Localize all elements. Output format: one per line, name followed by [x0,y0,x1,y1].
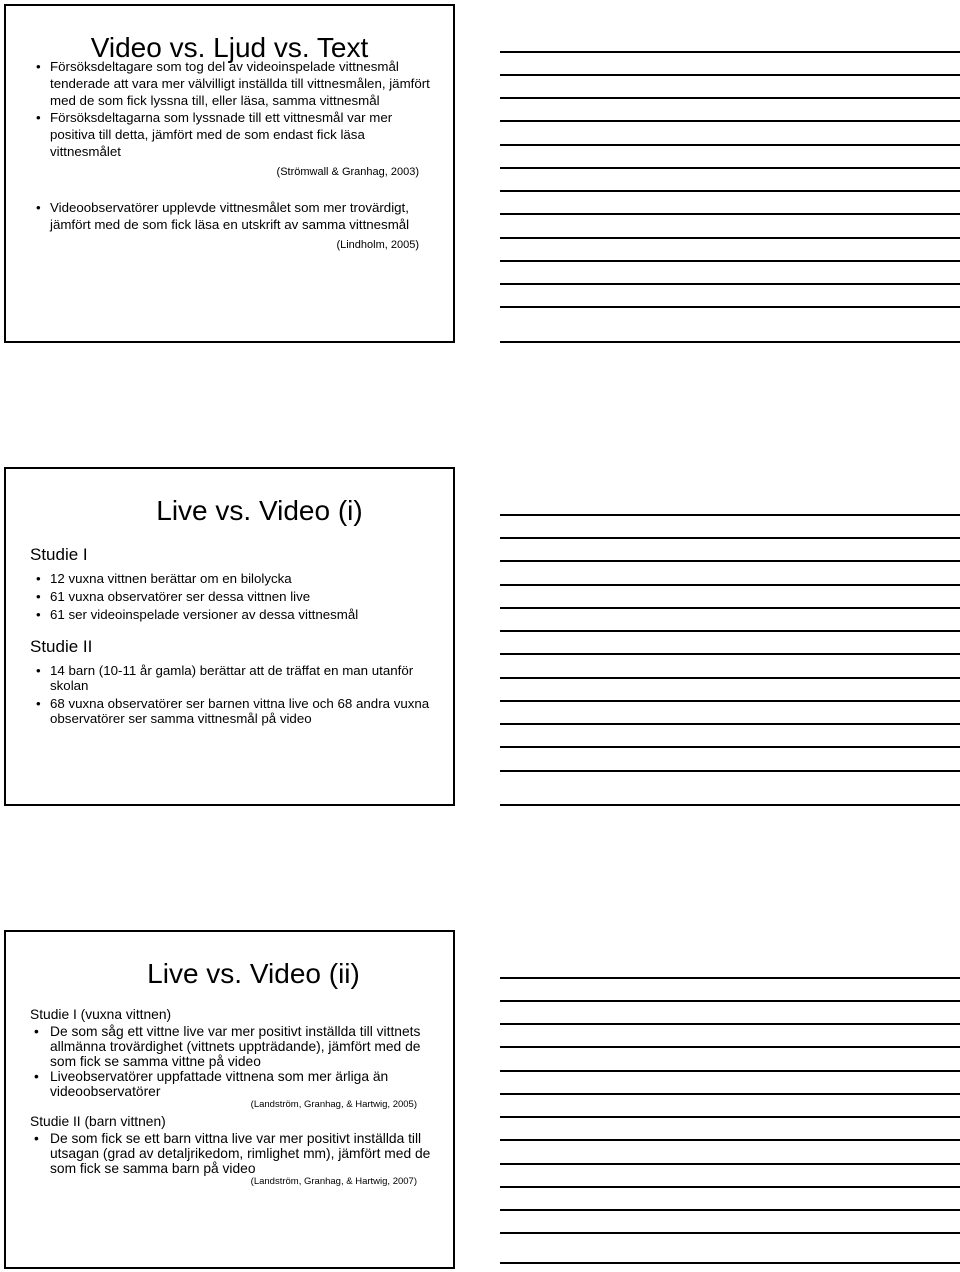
note-line [500,120,960,122]
citation: (Strömwall & Granhag, 2003) [276,166,419,178]
bullet-text: Liveobservatörer uppfattade vittnena som mer ärliga än videoobservatörer [50,1069,389,1099]
bullet-icon: • [34,1069,39,1084]
note-line [500,237,960,239]
slide-content [30,1006,439,1188]
bullet-item [30,109,439,160]
bullet-item [30,1131,439,1176]
bullet-text: De som såg ett vittne live var mer positivt inställda till vittnets allmänna trovärdighet (vittnets uppträdande), jämfört med de som fick se samma vittne på video [50,1024,421,1069]
note-line [500,1000,960,1002]
note-line [500,584,960,586]
note-line [500,804,960,806]
note-line [500,723,960,725]
bullet-list [30,1024,439,1099]
slide-2 [4,467,455,806]
note-line [500,1163,960,1165]
note-line [500,144,960,146]
note-line [500,770,960,772]
study-heading: Studie I [30,545,88,564]
note-line [500,1139,960,1141]
bullet-item [30,58,439,109]
bullet-icon: • [36,571,41,586]
slide-3 [4,930,455,1269]
note-line [500,514,960,516]
bullet-text: Videoobservatörer upplevde vittnesmålet som mer trovärdigt, jämfört med de som fick läsa en utskrift av samma vittnesmål [50,200,410,232]
note-line [500,190,960,192]
note-line [500,537,960,539]
note-line [500,746,960,748]
note-line [500,1262,960,1264]
citation: (Landström, Granhag, & Hartwig, 2007) [250,1176,417,1187]
note-line [500,306,960,308]
study-heading: Studie II [30,637,93,656]
bullet-icon: • [34,1131,39,1146]
bullet-list [30,663,439,726]
bullet-icon: • [36,589,41,604]
bullet-text: De som fick se ett barn vittna live var mer positivt inställda till utsagan (grad av detaljrikedom, rimlighet mm), jämfört med de som fick se samma barn på video [50,1131,431,1176]
bullet-icon: • [36,200,41,215]
note-line [500,97,960,99]
bullet-icon: • [36,110,41,125]
bullet-item [30,663,439,693]
bullet-list [30,1131,439,1176]
slide-title: Live vs. Video (ii) [147,958,360,989]
note-line [500,167,960,169]
bullet-text: 61 ser videoinspelade versioner av dessa vittnesmål [50,607,359,622]
study-heading: Studie II (barn vittnen) [30,1114,166,1129]
note-line [500,977,960,979]
bullet-list [30,571,439,622]
bullet-list [30,58,439,160]
note-line [500,1116,960,1118]
bullet-list [30,199,439,233]
slide-1 [4,4,455,343]
note-line [500,560,960,562]
bullet-item [30,1069,439,1099]
bullet-icon: • [34,1024,39,1039]
slide-content [30,545,439,729]
bullet-item [30,607,439,622]
note-line [500,1023,960,1025]
slide-content [30,58,439,254]
note-line [500,1046,960,1048]
study-heading: Studie I (vuxna vittnen) [30,1007,172,1022]
note-line [500,630,960,632]
bullet-icon: • [36,663,41,678]
note-line [500,260,960,262]
citation: (Lindholm, 2005) [336,239,419,251]
note-line [500,283,960,285]
note-line [500,213,960,215]
bullet-item [30,571,439,586]
slide-title: Video vs. Ljud vs. Text [90,32,369,63]
bullet-icon: • [36,607,41,622]
citation: (Landström, Granhag, & Hartwig, 2005) [250,1099,417,1110]
bullet-text: Försöksdeltagarna som lyssnade till ett vittnesmål var mer positiva till detta, jämfört med de som endast fick läsa vittnesmålet [50,110,393,159]
bullet-item [30,696,439,726]
bullet-text: Försöksdeltagare som tog del av videoinspelade vittnesmål tenderade att vara mer välvilligt inställda till vittnesmålen, jämfört med de som fick lyssna till, eller läsa, samma vittnesmål [50,59,430,108]
bullet-item [30,1024,439,1069]
bullet-text: 61 vuxna observatörer ser dessa vittnen live [50,589,311,604]
note-line [500,1093,960,1095]
bullet-text: 68 vuxna observatörer ser barnen vittna live och 68 andra vuxna observatörer ser samma vittnesmål på video [50,696,430,726]
slide-title: Live vs. Video (i) [156,495,363,526]
bullet-item [30,199,439,233]
note-line [500,51,960,53]
bullet-text: 12 vuxna vittnen berättar om en bilolycka [50,571,292,586]
bullet-icon: • [36,59,41,74]
note-line [500,607,960,609]
note-line [500,1209,960,1211]
bullet-text: 14 barn (10-11 år gamla) berättar att de träffat en man utanför skolan [50,663,414,693]
note-line [500,1186,960,1188]
note-line [500,677,960,679]
note-line [500,653,960,655]
note-line [500,341,960,343]
note-line [500,74,960,76]
bullet-icon: • [36,696,41,711]
note-line [500,1070,960,1072]
note-line [500,1232,960,1234]
note-line [500,700,960,702]
bullet-item [30,589,439,604]
